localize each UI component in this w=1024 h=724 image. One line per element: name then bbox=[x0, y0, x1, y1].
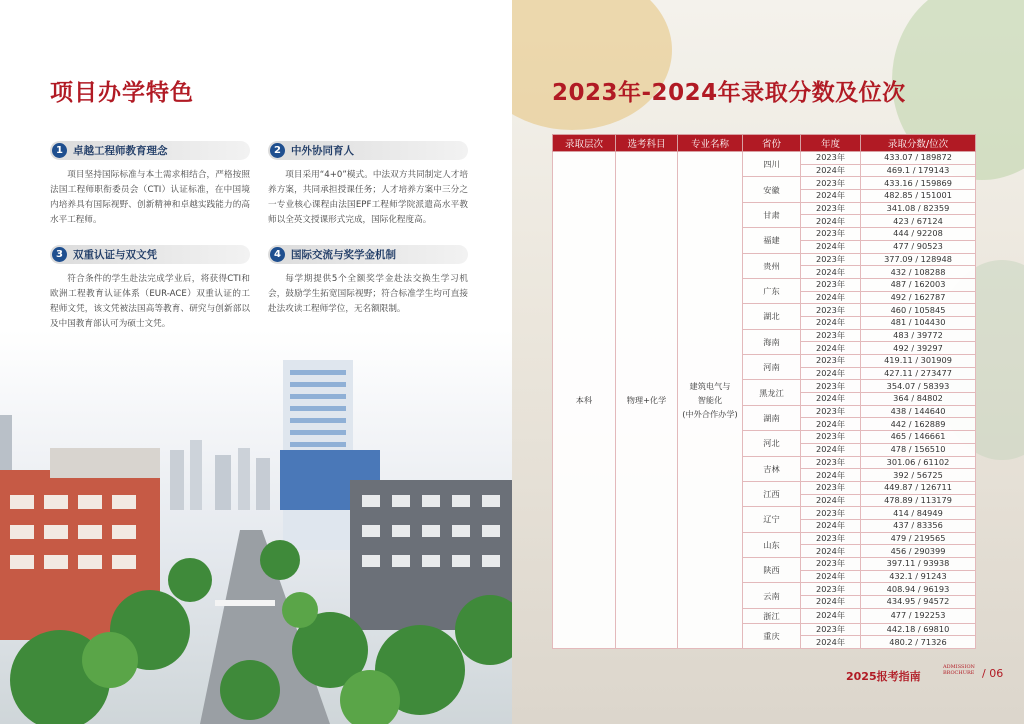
year-cell: 2023年 bbox=[801, 177, 861, 190]
feature-number-badge: 1 bbox=[52, 143, 67, 158]
year-cell: 2023年 bbox=[801, 304, 861, 317]
year-cell: 2023年 bbox=[801, 481, 861, 494]
feature-body: 符合条件的学生赴法完成学业后，将获得CTI和欧洲工程教育认证体系（EUR-ACE）双重认证的工程师文凭，该文凭被法国高等教育、研究与创新部以及中国教育部认可为硕士文凭。 bbox=[50, 274, 250, 329]
brochure-brand: 2025报考指南 bbox=[846, 670, 921, 683]
feature-block-1 bbox=[50, 141, 250, 228]
score-rank-cell: 423 / 67124 bbox=[861, 215, 976, 228]
province-cell: 甘肃 bbox=[743, 202, 801, 227]
province-cell: 海南 bbox=[743, 329, 801, 354]
level-cell: 本科 bbox=[553, 152, 616, 649]
province-cell: 湖南 bbox=[743, 405, 801, 430]
score-rank-cell: 481 / 104430 bbox=[861, 316, 976, 329]
year-cell: 2024年 bbox=[801, 443, 861, 456]
province-cell: 云南 bbox=[743, 583, 801, 608]
province-cell: 吉林 bbox=[743, 456, 801, 481]
score-rank-cell: 444 / 92208 bbox=[861, 228, 976, 241]
campus-illustration bbox=[0, 330, 512, 724]
year-cell: 2024年 bbox=[801, 266, 861, 279]
score-rank-cell: 480.2 / 71326 bbox=[861, 636, 976, 649]
year-cell: 2023年 bbox=[801, 507, 861, 520]
score-rank-cell: 434.95 / 94572 bbox=[861, 596, 976, 609]
year-cell: 2024年 bbox=[801, 291, 861, 304]
score-rank-cell: 477 / 192253 bbox=[861, 608, 976, 623]
table-body bbox=[553, 152, 976, 649]
feature-number-badge: 2 bbox=[270, 143, 285, 158]
year-cell: 2024年 bbox=[801, 316, 861, 329]
score-rank-cell: 437 / 83356 bbox=[861, 519, 976, 532]
score-rank-cell: 460 / 105845 bbox=[861, 304, 976, 317]
province-cell: 河北 bbox=[743, 431, 801, 456]
score-rank-cell: 442 / 162889 bbox=[861, 418, 976, 431]
year-cell: 2023年 bbox=[801, 623, 861, 636]
table-header-cell: 省份 bbox=[743, 135, 801, 152]
score-rank-cell: 483 / 39772 bbox=[861, 329, 976, 342]
year-cell: 2023年 bbox=[801, 228, 861, 241]
feature-header bbox=[268, 245, 468, 264]
table-header-row bbox=[553, 135, 976, 152]
admission-score-table bbox=[552, 134, 976, 649]
year-cell: 2024年 bbox=[801, 393, 861, 406]
table-row bbox=[553, 152, 976, 165]
year-cell: 2023年 bbox=[801, 583, 861, 596]
page-number: / 06 bbox=[982, 667, 1004, 680]
score-rank-cell: 433.07 / 189872 bbox=[861, 152, 976, 165]
feature-title: 双重认证与双文凭 bbox=[73, 249, 157, 261]
score-rank-cell: 341.08 / 82359 bbox=[861, 202, 976, 215]
score-rank-cell: 408.94 / 96193 bbox=[861, 583, 976, 596]
left-page-title: 项目办学特色 bbox=[50, 80, 194, 106]
score-rank-cell: 492 / 39297 bbox=[861, 342, 976, 355]
score-rank-cell: 364 / 84802 bbox=[861, 393, 976, 406]
province-cell: 广东 bbox=[743, 278, 801, 303]
province-cell: 辽宁 bbox=[743, 507, 801, 532]
score-rank-cell: 479 / 219565 bbox=[861, 532, 976, 545]
year-cell: 2023年 bbox=[801, 329, 861, 342]
score-rank-cell: 482.85 / 151001 bbox=[861, 190, 976, 203]
table-header-cell: 录取分数/位次 bbox=[861, 135, 976, 152]
score-rank-cell: 392 / 56725 bbox=[861, 469, 976, 482]
score-rank-cell: 414 / 84949 bbox=[861, 507, 976, 520]
background-foliage bbox=[512, 0, 672, 130]
subjects-cell: 物理+化学 bbox=[616, 152, 678, 649]
year-cell: 2023年 bbox=[801, 405, 861, 418]
year-cell: 2024年 bbox=[801, 596, 861, 609]
year-cell: 2023年 bbox=[801, 152, 861, 165]
feature-number-badge: 3 bbox=[52, 247, 67, 262]
score-rank-cell: 438 / 144640 bbox=[861, 405, 976, 418]
brochure-subtitle: ADMISSION BROCHURE bbox=[943, 664, 975, 676]
feature-header bbox=[268, 141, 468, 160]
feature-title: 卓越工程师教育理念 bbox=[73, 145, 168, 157]
score-rank-cell: 477 / 90523 bbox=[861, 240, 976, 253]
province-cell: 黑龙江 bbox=[743, 380, 801, 405]
score-rank-cell: 492 / 162787 bbox=[861, 291, 976, 304]
feature-title: 国际交流与奖学金机制 bbox=[291, 249, 396, 261]
campus-photo bbox=[0, 330, 512, 724]
year-cell: 2023年 bbox=[801, 532, 861, 545]
score-rank-cell: 487 / 162003 bbox=[861, 278, 976, 291]
feature-title: 中外协同育人 bbox=[291, 145, 354, 157]
major-cell bbox=[678, 152, 743, 649]
score-rank-cell: 432 / 108288 bbox=[861, 266, 976, 279]
feature-block-4 bbox=[268, 245, 468, 317]
right-page-title: 2023年-2024年录取分数及位次 bbox=[552, 80, 906, 106]
major-name-line: (中外合作办学) bbox=[682, 409, 738, 420]
year-cell: 2024年 bbox=[801, 494, 861, 507]
year-cell: 2023年 bbox=[801, 456, 861, 469]
year-cell: 2024年 bbox=[801, 342, 861, 355]
feature-body: 项目坚持国际标准与本土需求相结合，严格按照法国工程师职衔委员会（CTI）认证标准，在中国境内培养具有国际视野、创新精神和卓越实践能力的高水平工程师。 bbox=[50, 170, 250, 225]
year-cell: 2024年 bbox=[801, 240, 861, 253]
score-rank-cell: 377.09 / 128948 bbox=[861, 253, 976, 266]
right-page bbox=[512, 0, 1024, 724]
province-cell: 贵州 bbox=[743, 253, 801, 278]
score-rank-cell: 432.1 / 91243 bbox=[861, 570, 976, 583]
province-cell: 河南 bbox=[743, 355, 801, 380]
year-cell: 2024年 bbox=[801, 636, 861, 649]
province-cell: 安徽 bbox=[743, 177, 801, 202]
score-rank-cell: 419.11 / 301909 bbox=[861, 355, 976, 368]
major-name-line: 建筑电气与 bbox=[689, 381, 731, 392]
year-cell: 2023年 bbox=[801, 380, 861, 393]
score-rank-cell: 469.1 / 179143 bbox=[861, 164, 976, 177]
feature-header bbox=[50, 245, 250, 264]
score-rank-cell: 465 / 146661 bbox=[861, 431, 976, 444]
feature-body: 每学期提供5个全额奖学金赴法交换生学习机会，鼓励学生拓宽国际视野；符合标准学生均可直接赴法攻读工程师学位，无名额限制。 bbox=[268, 274, 468, 314]
year-cell: 2024年 bbox=[801, 545, 861, 558]
year-cell: 2023年 bbox=[801, 355, 861, 368]
table-header-cell: 选考科目 bbox=[616, 135, 678, 152]
year-cell: 2024年 bbox=[801, 190, 861, 203]
year-cell: 2023年 bbox=[801, 278, 861, 291]
province-cell: 陕西 bbox=[743, 558, 801, 583]
score-rank-cell: 397.11 / 93938 bbox=[861, 558, 976, 571]
year-cell: 2024年 bbox=[801, 215, 861, 228]
year-cell: 2024年 bbox=[801, 519, 861, 532]
year-cell: 2023年 bbox=[801, 253, 861, 266]
province-cell: 重庆 bbox=[743, 623, 801, 648]
score-rank-cell: 433.16 / 159869 bbox=[861, 177, 976, 190]
major-name-line: 智能化 bbox=[697, 395, 723, 406]
feature-body: 项目采用“4+0”模式。中法双方共同制定人才培养方案，共同承担授课任务；人才培养方案中三分之一专业核心课程由法国EPF工程师学院派遣高水平教师以全英文授课形式完成，国际化程度高。 bbox=[268, 170, 468, 225]
score-rank-cell: 301.06 / 61102 bbox=[861, 456, 976, 469]
score-rank-cell: 456 / 290399 bbox=[861, 545, 976, 558]
score-rank-cell: 478.89 / 113179 bbox=[861, 494, 976, 507]
feature-block-2 bbox=[268, 141, 468, 228]
table-header-cell: 专业名称 bbox=[678, 135, 743, 152]
score-rank-cell: 478 / 156510 bbox=[861, 443, 976, 456]
year-cell: 2023年 bbox=[801, 558, 861, 571]
province-cell: 山东 bbox=[743, 532, 801, 557]
feature-number-badge: 4 bbox=[270, 247, 285, 262]
table-header-cell: 录取层次 bbox=[553, 135, 616, 152]
year-cell: 2024年 bbox=[801, 367, 861, 380]
province-cell: 四川 bbox=[743, 152, 801, 177]
province-cell: 江西 bbox=[743, 481, 801, 506]
feature-block-3 bbox=[50, 245, 250, 332]
year-cell: 2024年 bbox=[801, 164, 861, 177]
province-cell: 湖北 bbox=[743, 304, 801, 329]
score-rank-cell: 427.11 / 273477 bbox=[861, 367, 976, 380]
year-cell: 2024年 bbox=[801, 418, 861, 431]
feature-header bbox=[50, 141, 250, 160]
table-header-cell: 年度 bbox=[801, 135, 861, 152]
year-cell: 2023年 bbox=[801, 431, 861, 444]
score-rank-cell: 442.18 / 69810 bbox=[861, 623, 976, 636]
year-cell: 2023年 bbox=[801, 202, 861, 215]
year-cell: 2024年 bbox=[801, 469, 861, 482]
score-rank-cell: 354.07 / 58393 bbox=[861, 380, 976, 393]
province-cell: 福建 bbox=[743, 228, 801, 253]
year-cell: 2024年 bbox=[801, 608, 861, 623]
year-cell: 2024年 bbox=[801, 570, 861, 583]
score-rank-cell: 449.87 / 126711 bbox=[861, 481, 976, 494]
province-cell: 浙江 bbox=[743, 608, 801, 623]
